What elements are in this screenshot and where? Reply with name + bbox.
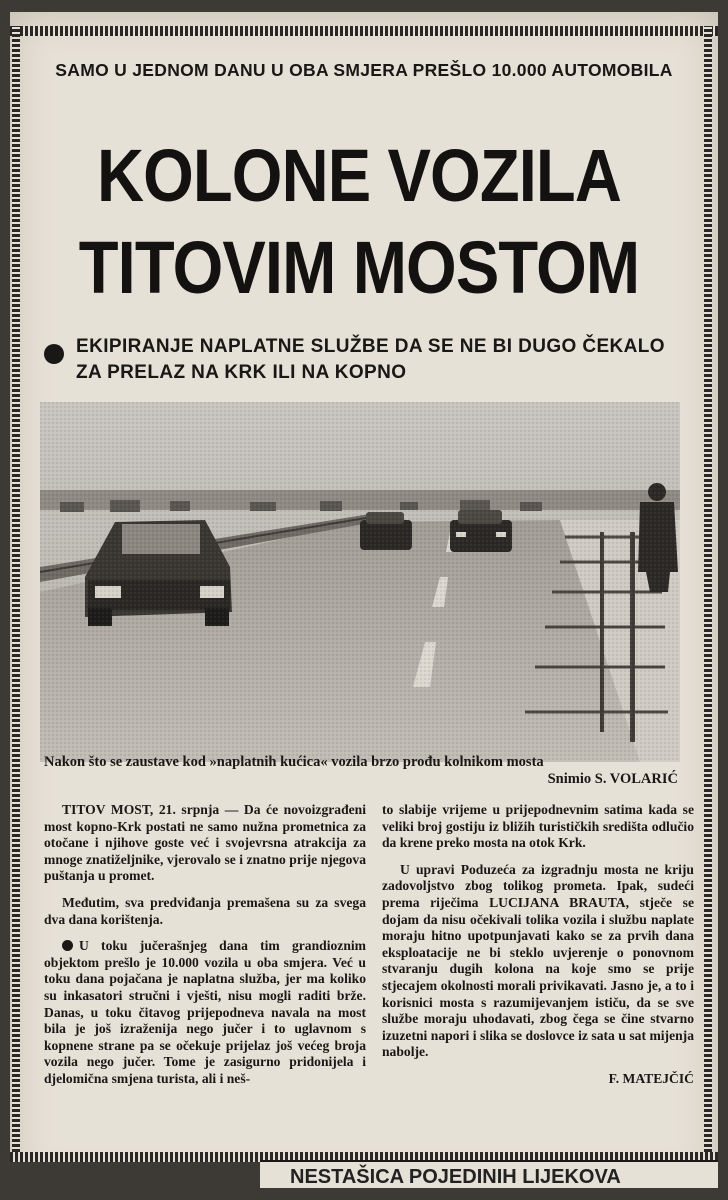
top-border-rule bbox=[10, 26, 718, 36]
headline-line-1: KOLONE VOZILA bbox=[96, 134, 621, 217]
newspaper-clipping bbox=[10, 12, 718, 1188]
article-kicker: SAMO U JEDNOM DANU U OBA SMJERA PREŠLO 10.000 AUTOMOBILA bbox=[55, 60, 673, 80]
next-article-headline: NESTAŠICA POJEDINIH LIJEKOVA bbox=[260, 1160, 718, 1188]
photo-caption bbox=[44, 754, 678, 787]
headline-line-2: TITOVIM MOSTOM bbox=[78, 226, 640, 309]
article-column-left bbox=[44, 802, 366, 1098]
paragraph-2: Međutim, sva predviđanja premašena su za svega dva dana korištenja. bbox=[44, 894, 366, 927]
bridge-traffic-photo bbox=[40, 402, 680, 762]
paragraph-4: to slabije vrijeme u prijepodnevnim satima kada se veliki broj gostiju iz bližih turističkih središta odlučio da krene preko mosta na otok Krk. bbox=[382, 802, 694, 851]
author-signature: F. MATEJČIĆ bbox=[608, 1070, 694, 1086]
subhead-row bbox=[44, 334, 678, 386]
paragraph-3 bbox=[44, 938, 366, 1087]
paragraph-5: U upravi Poduzeća za izgradnju mosta ne kriju zadovoljstvo zbog tolikog prometa. Ipak, sudeći prema riječima LUCIJANA BRAUTA, stječe se dojam da nisu očekivali tolika vozila i službu naplate moraju hitno upotpunjavati kako se za prvih dana eksploatacije ne bi steklo uvjerenje o ponovnom stvaranju dugih kolona na koje smo se prije stjecajem okolnosti morali privikavati. Jasno je, a to i korisnici mosta s razumijevanjem ističu, da se sve službe moraju uhodavati, zbog čega se čine stvarno izuzetni napori i slika se doslovce iz sata u sat mijenja nabolje. bbox=[382, 861, 694, 1060]
paragraph-3-text: U toku jučerašnjeg dana tim grandioznim objektom prešlo je 10.000 vozila u oba smjera. Već u toku dana pojačana je naplatna služba, jer ma koliko su inkasatori stručni i vješti, nisu mogli raditi brže. Danas, u toku čitavog prijepodneva navala na most bila je još izraženija nego jučer i to uglavnom s kopnene strane pa se očekuje prijelaz još većeg broja vozila nego jučer. Tome je zasigurno pridonijela i djelomična smjena turista, ali i neš- bbox=[44, 938, 366, 1086]
article-headline bbox=[69, 130, 648, 314]
paragraph-1: TITOV MOST, 21. srpnja — Da će novoizgrađeni most kopno-Krk postati ne samo nužna prometnica za otočane i njihove goste već i svojevrsna atrakcija za mnoge znatiželjnike, vjerovalo se i znatno prije njegova puštanja u promet. bbox=[44, 802, 366, 884]
left-border-rule bbox=[12, 26, 20, 1162]
right-border-rule bbox=[704, 26, 712, 1162]
photo-credit: Snimio S. VOLARIĆ bbox=[547, 771, 678, 787]
article-column-right bbox=[382, 802, 694, 1098]
background-edge bbox=[10, 1162, 260, 1188]
caption-text: Nakon što se zaustave kod »naplatnih kućica« vozila brzo prođu kolnikom mosta bbox=[44, 754, 544, 770]
bullet-icon bbox=[44, 344, 64, 364]
article-subhead: EKIPIRANJE NAPLATNE SLUŽBE DA SE NE BI DUGO ČEKALO ZA PRELAZ NA KRK ILI NA KOPNO bbox=[76, 336, 665, 383]
photo-illustration bbox=[40, 402, 680, 762]
bullet-icon bbox=[62, 940, 73, 951]
